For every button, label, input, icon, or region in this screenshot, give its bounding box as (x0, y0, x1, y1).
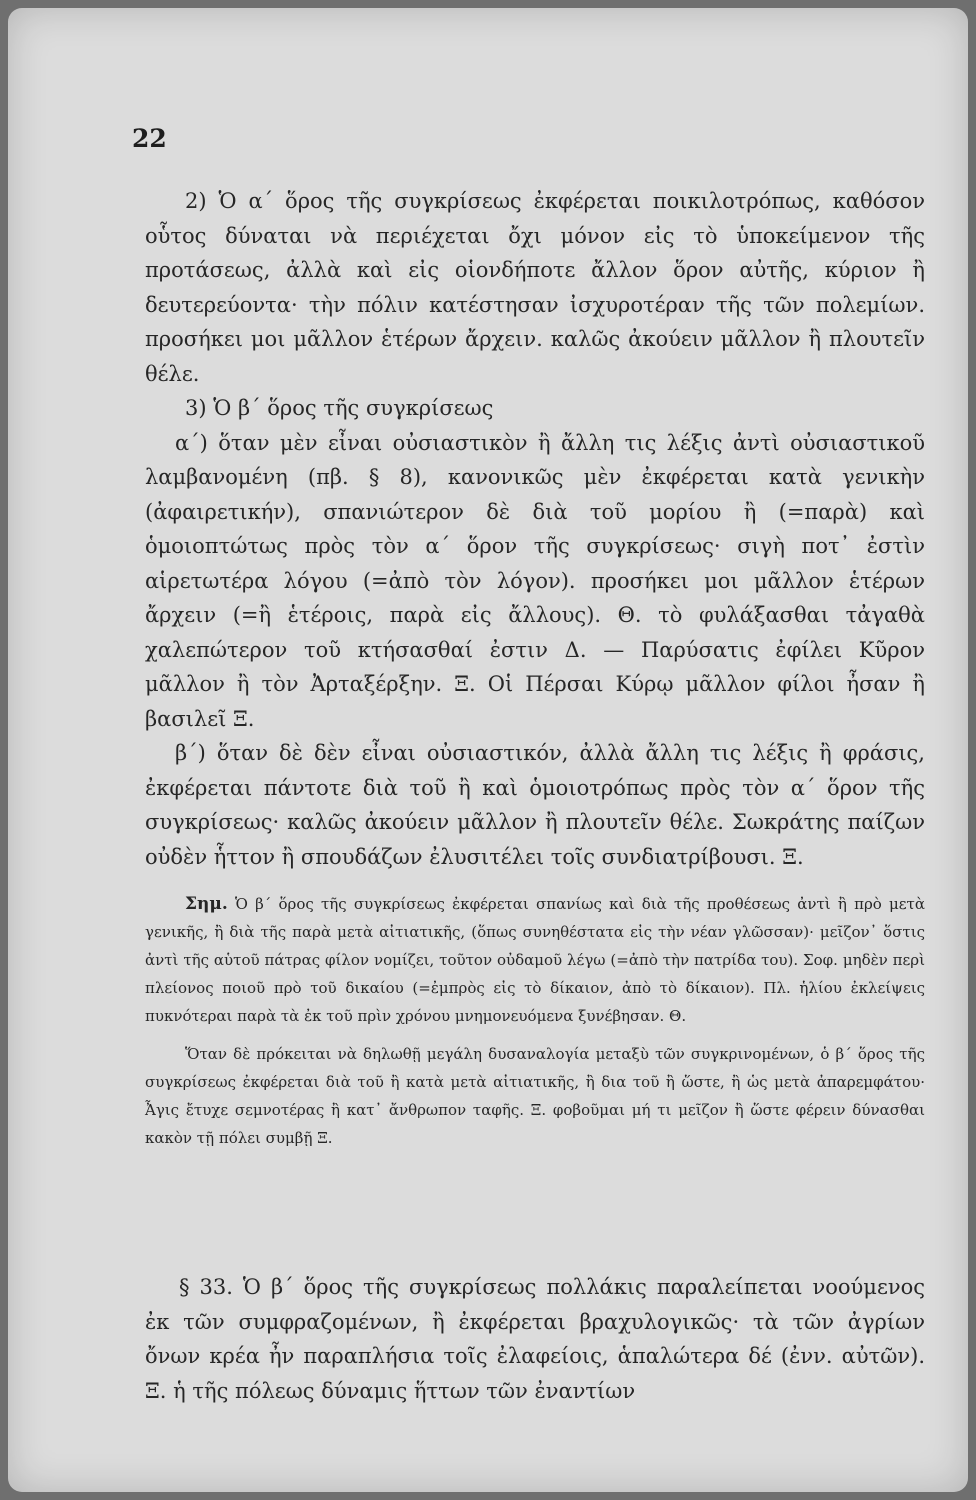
section-33-paragraph: § 33. Ὁ β´ ὅρος τῆς συγκρίσεως πολλάκις παραλείπεται νοούμενος ἐκ τῶν συμφραζομένων, ἢ ἐκφέρεται βραχυλογικῶς· τὰ τῶν ἀγρίων ὄνων κρέα ἦν παραπλήσια τοῖς ἐλαφείοις, ἁπαλώτερα δέ (ἐνν. αὐτῶν). Ξ. ἡ τῆς πόλεως δύναμις ἥττων τῶν ἐναντίων (145, 1275, 925, 1403)
section-3-beta-paragraph: β´) ὅταν δὲ δὲν εἶναι οὐσιαστικόν, ἀλλὰ ἄλλη τις λέξις ἢ φράσις, ἐκφέρεται πάντοτε διὰ τοῦ ἢ καὶ ὁμοιοτρόπως πρὸς τὸν α´ ὅρον τῆς συγκρίσεως· καλῶς ἀκούειν μᾶλλον ἢ πλουτεῖν θέλε. Σωκράτης παίζων οὐδὲν ἧττον ἢ σπουδάζων ἐλυσιτέλει τοῖς συνδιατρίβουσι. Ξ. (145, 741, 925, 869)
note-label: Σημ. (185, 894, 228, 914)
main-text (145, 184, 925, 874)
note-paragraph-2: Ὅταν δὲ πρόκειται νὰ δηλωθῇ μεγάλη δυσαναλογία μεταξὺ τῶν συγκρινομένων, ὁ β´ ὅρος τῆς συγκρίσεως ἐκφέρεται διὰ τοῦ ἢ κατὰ μετὰ αἰτιατικῆς, ἢ δια τοῦ ἢ ὥστε, ἢ ὡς μετὰ ἀπαρεμφάτου· Ἆγις ἔτυχε σεμνοτέρας ἢ κατ᾽ ἄνθρωπον ταφῆς. Ξ. φοβοῦμαι μή τι μεῖζον ἢ ὥστε φέρειν δύνασθαι κακὸν τῇ πόλει συμβῇ Ξ. (145, 1045, 925, 1147)
book-page (8, 8, 968, 1492)
section-2-paragraph: 2) Ὁ α´ ὅρος τῆς συγκρίσεως ἐκφέρεται ποικιλοτρόπως, καθόσον οὗτος δύναται νὰ περιέχεται ὄχι μόνον εἰς τὸ ὑποκείμενον τῆς προτάσεως, ἀλλὰ καὶ εἰς οἱονδήποτε ἄλλον ὅρον αὐτῆς, κύριον ἢ δευτερεύοντα· τὴν πόλιν κατέστησαν ἰσχυροτέραν τῆς τῶν πολεμίων. προσήκει μοι μᾶλλον ἑτέρων ἄρχειν. καλῶς ἀκούειν μᾶλλον ἢ πλουτεῖν θέλε. (145, 189, 925, 386)
section-3-alpha-paragraph: α´) ὅταν μὲν εἶναι οὐσιαστικὸν ἢ ἄλλη τις λέξις ἀντὶ οὐσιαστικοῦ λαμβανομένη (πβ. § 8), κανονικῶς μὲν ἐκφέρεται κατὰ γενικὴν (ἀφαιρετικήν), σπανιώτερον δὲ διὰ τοῦ μορίου ἢ (=παρὰ) καὶ ὁμοιοπτώτως πρὸς τὸν α´ ὅρον τῆς συγκρίσεως· σιγὴ ποτ᾽ ἐστὶν αἱρετωτέρα λόγου (=ἀπὸ τὸν λόγον). προσήκει μοι μᾶλλον ἑτέρων ἄρχειν (=ἢ ἑτέροις, παρὰ εἰς ἄλλους). Θ. τὸ φυλάξασθαι τἀγαθὰ χαλεπώτερον τοῦ κτήσασθαί ἐστιν Δ. — Παρύσατις ἐφίλει Κῦρον μᾶλλον ἢ τὸν Ἀρταξέρξην. Ξ. Οἱ Πέρσαι Κύρῳ μᾶλλον φίλοι ἦσαν ἢ βασιλεῖ Ξ. (145, 430, 925, 731)
note-paragraph-1 (145, 890, 925, 1030)
section-33 (145, 1270, 925, 1408)
note-block (145, 890, 925, 1152)
note-text-1: Ὁ β´ ὅρος τῆς συγκρίσεως ἐκφέρεται σπανίως καὶ διὰ τῆς προθέσεως ἀντὶ ἢ πρὸ μετὰ γενικῆς, ἢ διὰ τῆς παρὰ μετὰ αἰτιατικῆς, (ὅπως συνηθέστατα εἰς τὴν νέαν γλῶσσαν)· μεῖζον᾽ ὅστις ἀντὶ τῆς αὑτοῦ πάτρας φίλον νομίζει, τοῦτον οὐδαμοῦ λέγω (=ἀπὸ τὴν πατρίδα του). Σοφ. μηδὲν περὶ πλείονος ποιοῦ πρὸ τοῦ δικαίου (=ἐμπρὸς εἰς τὸ δίκαιον, ἀπὸ τὸ δίκαιον). Πλ. ἡλίου ἐκλείψεις πυκνότεραι παρὰ τὰ ἐκ τοῦ πρὶν χρόνου μνημονευόμενα ξυνέβησαν. Θ. (145, 895, 925, 1025)
section-3-heading: 3) Ὁ β´ ὅρος τῆς συγκρίσεως (185, 396, 494, 420)
page-number: 22 (132, 124, 167, 153)
